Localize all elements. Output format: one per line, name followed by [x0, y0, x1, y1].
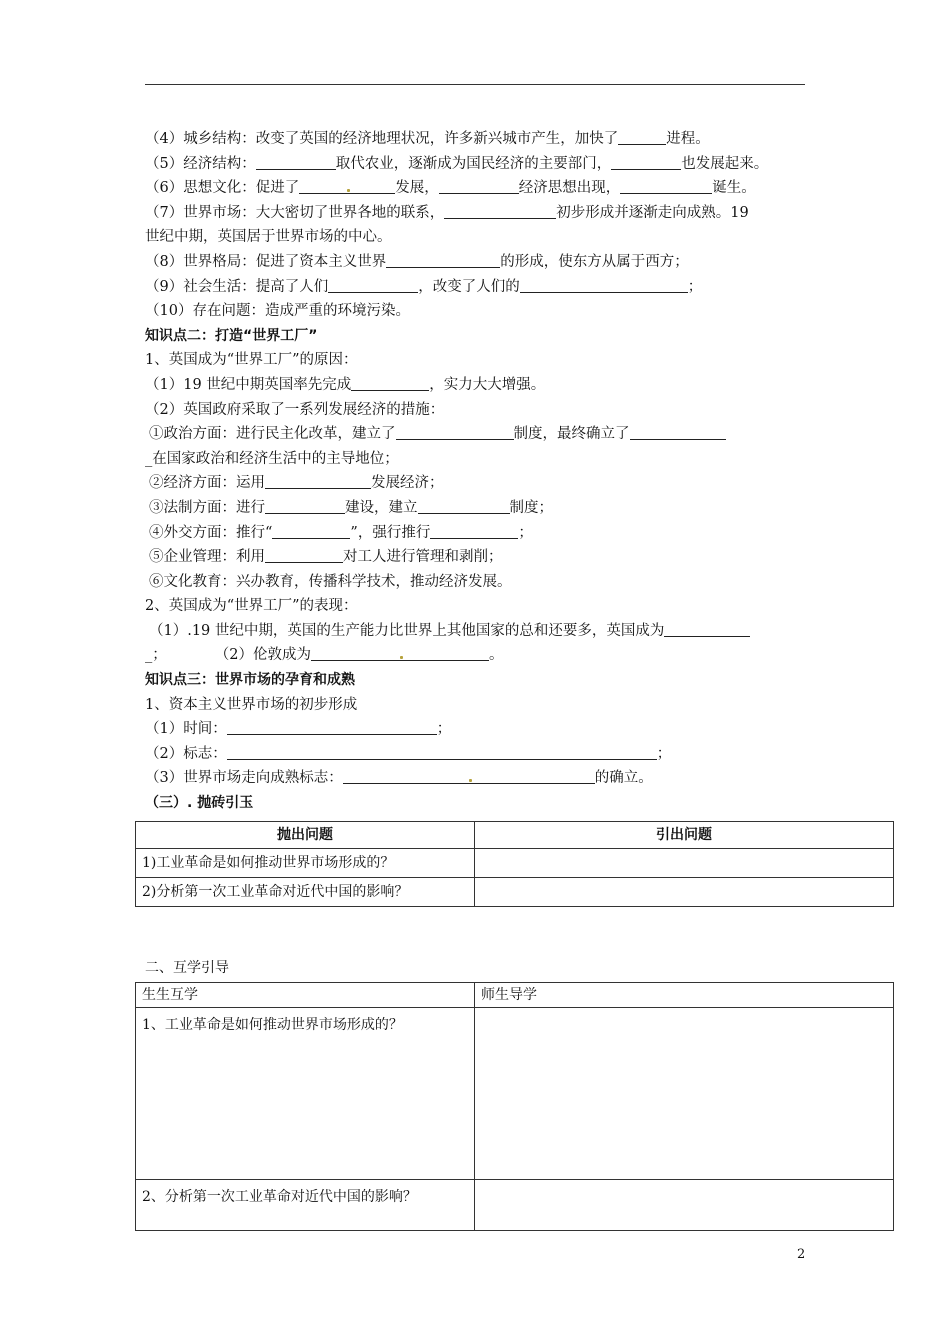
table-header: 抛出问题 — [136, 822, 475, 849]
section-heading: （三）. 抛砖引玉 — [145, 795, 254, 812]
table-header: 生生互学 — [136, 983, 475, 1008]
fill-blank[interactable] — [256, 154, 336, 170]
fill-blank[interactable] — [430, 523, 518, 539]
fill-blank[interactable] — [618, 129, 666, 145]
text-line: （10）存在问题：造成严重的环境污染。 — [145, 303, 410, 320]
text-line: （6）思想文化：促进了 发展， 经济思想出现， 诞生。 — [145, 180, 756, 197]
fill-blank[interactable] — [311, 645, 489, 661]
fill-blank[interactable] — [386, 252, 500, 268]
fill-blank[interactable] — [664, 621, 750, 637]
page-number: 2 — [797, 1247, 806, 1262]
fill-blank[interactable] — [439, 178, 519, 194]
table-row — [136, 1008, 894, 1180]
table-row — [136, 849, 894, 878]
text-line: （4）城乡结构：改变了英国的经济地理状况，许多新兴城市产生，加快了 进程。 — [145, 131, 710, 147]
table-cell: 1)工业革命是如何推动世界市场形成的？ — [136, 849, 475, 878]
table-row — [136, 1180, 894, 1231]
question-table — [135, 821, 894, 907]
section-heading: 知识点二：打造“世界工厂” — [145, 327, 318, 344]
answer-cell[interactable] — [475, 1180, 894, 1231]
document-body — [145, 127, 807, 816]
fill-blank[interactable] — [351, 375, 429, 391]
table-cell: 1、工业革命是如何推动世界市场形成的？ — [136, 1008, 475, 1180]
fill-blank[interactable] — [227, 744, 657, 760]
table-header: 师生导学 — [475, 983, 894, 1008]
mutual-learning-table — [135, 982, 894, 1231]
text-line: 1、英国成为“世界工厂”的原因： — [145, 352, 358, 369]
text-line: （5）经济结构： 取代农业，逐渐成为国民经济的主要部门， 也发展起来。 — [145, 155, 769, 172]
text-line: （2）英国政府采取了一系列发展经济的措施： — [145, 401, 445, 418]
text-line: （1）时间： ； — [145, 721, 452, 738]
fill-blank[interactable] — [227, 719, 437, 735]
text-line: （1）.19 世纪中期，英国的生产能力比世界上其他国家的总和还要多，英国成为 — [145, 619, 807, 644]
fill-blank[interactable] — [520, 277, 688, 293]
fill-blank[interactable] — [444, 203, 556, 219]
fill-blank[interactable] — [265, 498, 345, 514]
text-line: ①政治方面：进行民主化改革，建立了 制度，最终确立了 — [145, 422, 807, 447]
fill-blank[interactable] — [265, 473, 371, 489]
text-line: ⑤企业管理：利用 对工人进行管理和剥削； — [149, 549, 503, 566]
answer-cell[interactable] — [475, 878, 894, 907]
text-line: ②经济方面：运用 发展经济； — [149, 475, 444, 492]
answer-cell[interactable] — [475, 849, 894, 878]
header-rule — [145, 84, 805, 85]
fill-blank[interactable] — [418, 498, 510, 514]
text-line: （2）标志： ； — [145, 745, 672, 762]
text-line: ③法制方面：进行 建设，建立 制度； — [149, 499, 553, 516]
fill-blank[interactable] — [299, 178, 395, 194]
table-cell: 2)分析第一次工业革命对近代中国的影响？ — [136, 878, 475, 907]
text-line: 世纪中期，英国居于世界市场的中心。 — [145, 229, 392, 246]
text-line: （9）社会生活：提高了人们 ，改变了人们的 ； — [145, 278, 703, 295]
section-heading: 知识点三：世界市场的孕育和成熟 — [145, 672, 355, 689]
text-line: 2、英国成为“世界工厂”的表现： — [145, 598, 358, 615]
table-header: 引出问题 — [475, 822, 894, 849]
table-row — [136, 878, 894, 907]
text-line: ④外交方面：推行“ ”，强行推行 ； — [149, 524, 533, 541]
answer-cell[interactable] — [475, 1008, 894, 1180]
fill-blank[interactable] — [328, 277, 418, 293]
fill-blank[interactable] — [620, 178, 712, 194]
text-line: ⑥文化教育：兴办教育，传播科学技术，推动经济发展。 — [149, 573, 512, 590]
text-line: （3）世界市场走向成熟标志： 的确立。 — [145, 770, 653, 787]
fill-blank[interactable] — [630, 424, 726, 440]
fill-blank[interactable] — [343, 768, 595, 784]
text-line: （8）世界格局：促进了资本主义世界 的形成，使东方从属于西方； — [145, 253, 689, 270]
text-line: （7）世界市场：大大密切了世界各地的联系， 初步形成并逐渐走向成熟。19 — [145, 204, 749, 221]
text-line: _； （2）伦敦成为 。 — [145, 647, 504, 664]
fill-blank[interactable] — [272, 523, 350, 539]
fill-blank[interactable] — [611, 154, 681, 170]
fill-blank[interactable] — [265, 547, 343, 563]
text-line: 1、资本主义世界市场的初步形成 — [145, 696, 358, 713]
table-cell: 2、分析第一次工业革命对近代中国的影响？ — [136, 1180, 475, 1231]
section-title: 二、互学引导 — [145, 960, 229, 976]
text-line: _在国家政治和经济生活中的主导地位； — [145, 450, 399, 467]
fill-blank[interactable] — [396, 424, 514, 440]
text-line: （1）19 世纪中期英国率先完成 ，实力大大增强。 — [145, 376, 546, 393]
